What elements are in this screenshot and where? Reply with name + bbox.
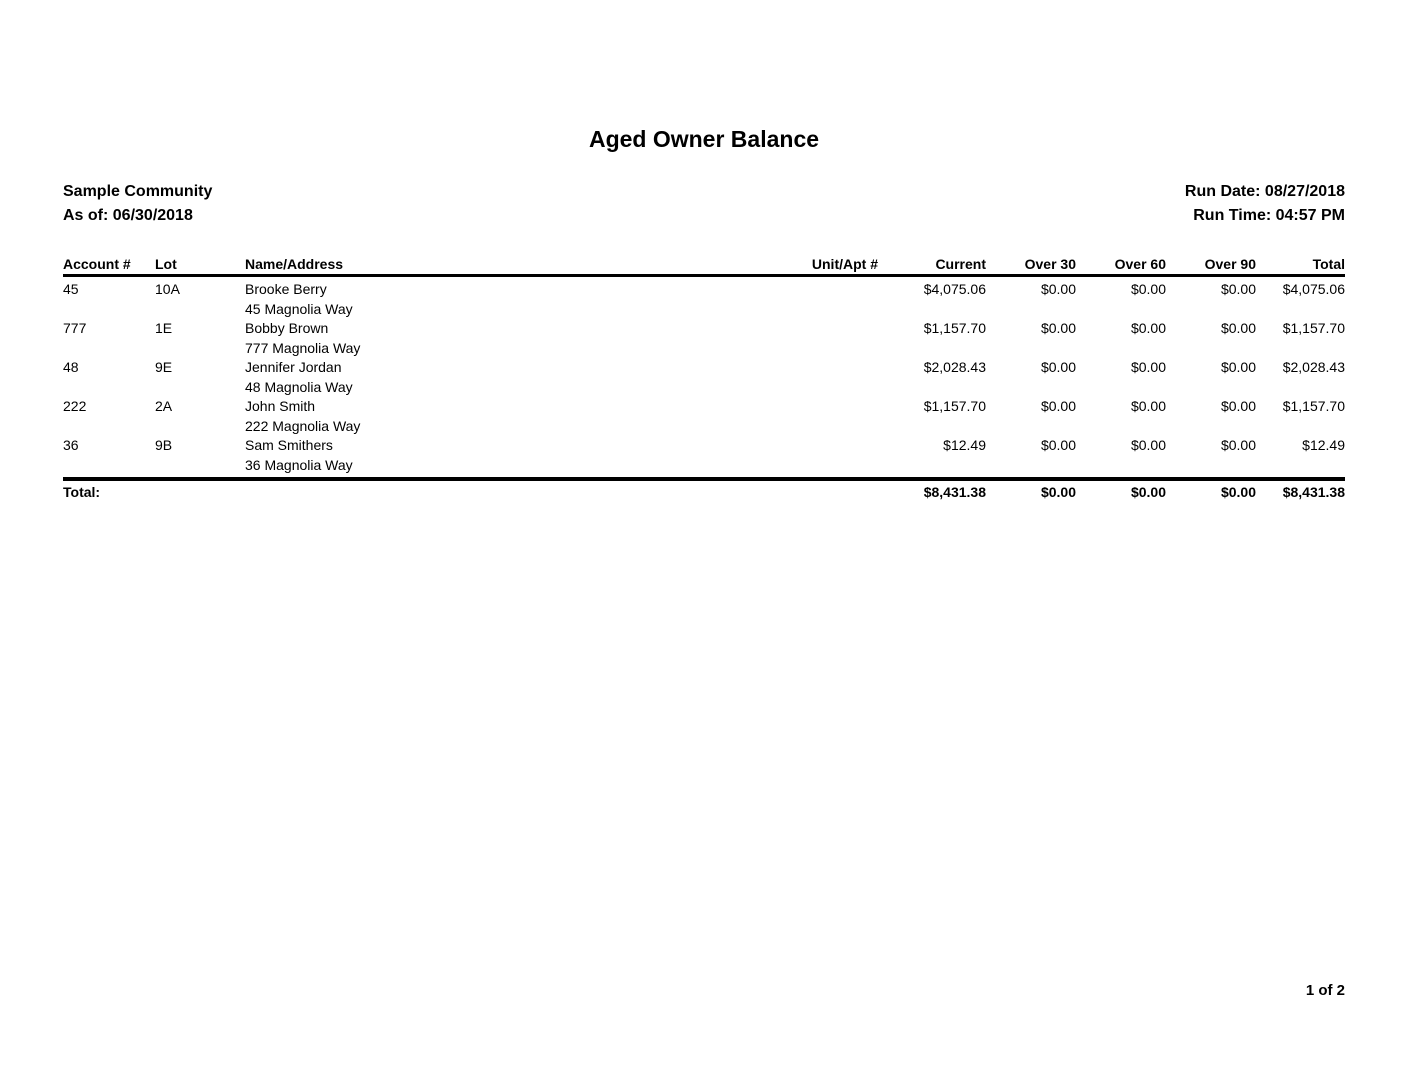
total-lot-empty — [155, 483, 245, 501]
name-address-cell — [245, 436, 665, 475]
over90-amount: $0.00 — [1220, 320, 1256, 336]
name-address-cell — [245, 319, 665, 358]
over90-amount: $0.00 — [1220, 398, 1256, 414]
owner-name: Sam Smithers — [245, 437, 333, 453]
owner-name: Jennifer Jordan — [245, 359, 342, 375]
table-header-row — [63, 256, 1345, 277]
current-amount: $1,157.70 — [923, 320, 986, 336]
account-number: 36 — [63, 437, 79, 453]
column-header-over90: Over 90 — [1204, 256, 1256, 272]
report-info-right — [1185, 180, 1345, 228]
column-header-over60: Over 60 — [1114, 256, 1166, 272]
over30-amount: $0.00 — [1040, 359, 1076, 375]
table-row — [63, 280, 1345, 319]
lot-number: 10A — [155, 281, 180, 297]
page-indicator: 1 of 2 — [1305, 982, 1345, 999]
total-current: $8,431.38 — [923, 484, 986, 500]
over60-amount: $0.00 — [1130, 437, 1166, 453]
over60-amount: $0.00 — [1130, 398, 1166, 414]
over30-amount: $0.00 — [1040, 320, 1076, 336]
name-address-cell — [245, 280, 665, 319]
name-address-cell — [245, 397, 665, 436]
owner-address: 36 Magnolia Way — [245, 456, 353, 473]
table-row — [63, 358, 1345, 397]
lot-number: 9E — [155, 359, 173, 375]
current-amount: $1,157.70 — [923, 398, 986, 414]
over60-amount: $0.00 — [1130, 281, 1166, 297]
over90-amount: $0.00 — [1220, 281, 1256, 297]
run-time: Run Time: 04:57 PM — [1193, 207, 1345, 224]
column-header-name-address: Name/Address — [245, 256, 344, 272]
account-number: 48 — [63, 359, 79, 375]
column-header-lot: Lot — [155, 256, 177, 272]
over30-amount: $0.00 — [1040, 398, 1076, 414]
owner-address: 222 Magnolia Way — [245, 417, 361, 434]
run-date: Run Date: 08/27/2018 — [1184, 183, 1345, 200]
lot-number: 9B — [155, 437, 173, 453]
name-address-cell — [245, 358, 665, 397]
table-row — [63, 397, 1345, 436]
table-total-row — [63, 477, 1345, 501]
over30-amount: $0.00 — [1040, 281, 1076, 297]
row-total-amount: $1,157.70 — [1282, 320, 1345, 336]
account-number: 45 — [63, 281, 79, 297]
owner-name: Brooke Berry — [245, 281, 327, 297]
table-body — [63, 277, 1345, 475]
column-header-over30: Over 30 — [1024, 256, 1076, 272]
owner-name: Bobby Brown — [245, 320, 329, 336]
report-title: Aged Owner Balance — [588, 126, 820, 152]
row-total-amount: $12.49 — [1302, 437, 1345, 453]
over30-amount: $0.00 — [1040, 437, 1076, 453]
table-row — [63, 319, 1345, 358]
community-name: Sample Community — [63, 183, 213, 200]
as-of-date: As of: 06/30/2018 — [63, 207, 193, 224]
total-label: Total: — [63, 484, 101, 500]
total-unit-apt — [665, 483, 878, 501]
table-row — [63, 436, 1345, 475]
total-over60: $0.00 — [1130, 484, 1166, 500]
current-amount: $4,075.06 — [923, 281, 986, 297]
column-header-unit-apt: Unit/Apt # — [811, 256, 878, 272]
row-total-amount: $1,157.70 — [1282, 398, 1345, 414]
owner-address: 777 Magnolia Way — [245, 339, 361, 356]
account-number: 222 — [63, 398, 87, 414]
owner-address: 48 Magnolia Way — [245, 378, 353, 395]
owner-name: John Smith — [245, 398, 316, 414]
total-over30: $0.00 — [1040, 484, 1076, 500]
row-total-amount: $4,075.06 — [1282, 281, 1345, 297]
column-header-total: Total — [1312, 256, 1345, 272]
report-info-left — [63, 180, 212, 228]
over90-amount: $0.00 — [1220, 437, 1256, 453]
account-number: 777 — [63, 320, 87, 336]
current-amount: $2,028.43 — [923, 359, 986, 375]
over90-amount: $0.00 — [1220, 359, 1256, 375]
total-over90: $0.00 — [1220, 484, 1256, 500]
report-info-bar — [63, 180, 1345, 228]
aged-balance-table — [63, 256, 1345, 501]
row-total-amount: $2,028.43 — [1282, 359, 1345, 375]
over60-amount: $0.00 — [1130, 320, 1166, 336]
column-header-account: Account # — [63, 256, 131, 272]
lot-number: 2A — [155, 398, 173, 414]
over60-amount: $0.00 — [1130, 359, 1166, 375]
lot-number: 1E — [155, 320, 173, 336]
total-name-empty — [245, 483, 665, 501]
owner-address: 45 Magnolia Way — [245, 300, 353, 317]
current-amount: $12.49 — [943, 437, 986, 453]
column-header-current: Current — [935, 256, 986, 272]
total-grand: $8,431.38 — [1282, 484, 1345, 500]
